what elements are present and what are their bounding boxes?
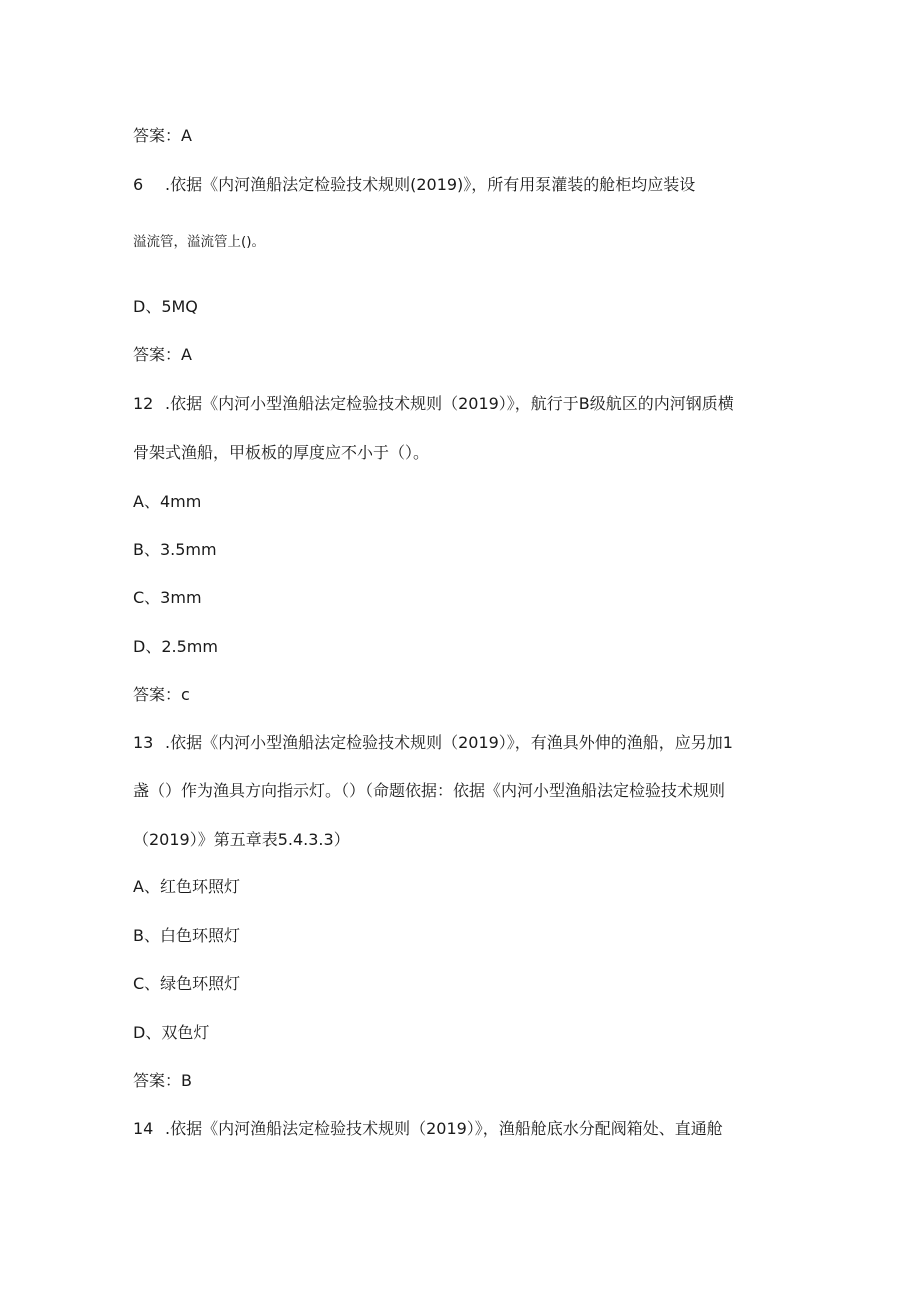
question-text: .依据《内河小型渔船法定检验技术规则（2019）》，航行于B级航区的内河钢质横 <box>165 394 734 413</box>
option-c: C、3mm <box>133 588 202 607</box>
question-text: .依据《内河渔船法定检验技术规则(2019)》，所有用泵灌装的舱柜均应装设 <box>165 175 696 194</box>
question-12-line-1 <box>133 394 734 414</box>
option-d: D、5MQ <box>133 297 198 316</box>
question-number: 12 <box>133 394 154 413</box>
option-b: B、3.5mm <box>133 540 217 559</box>
question-13-line-3: （2019）》第五章表5.4.3.3） <box>133 830 350 849</box>
option-a: A、红色环照灯 <box>133 877 240 896</box>
answer-line: 答案：A <box>133 345 192 364</box>
question-6-line-2: 溢流管，溢流管上()。 <box>133 234 266 250</box>
answer-line: 答案：c <box>133 685 190 704</box>
question-text: .依据《内河小型渔船法定检验技术规则（2019）》，有渔具外伸的渔船，应另加1 <box>165 733 733 752</box>
answer-line: 答案：B <box>133 1071 192 1090</box>
question-6-line-1 <box>133 175 695 195</box>
question-13-line-2: 盏（）作为渔具方向指示灯。（）（命题依据：依据《内河小型渔船法定检验技术规则 <box>133 781 726 800</box>
option-b: B、白色环照灯 <box>133 926 240 945</box>
question-number: 13 <box>133 733 154 752</box>
question-12-line-2: 骨架式渔船，甲板板的厚度应不小于（）。 <box>133 443 430 462</box>
question-13-line-1 <box>133 733 733 753</box>
question-14-line-1 <box>133 1119 723 1139</box>
option-d: D、2.5mm <box>133 637 218 656</box>
option-a: A、4mm <box>133 492 202 511</box>
question-number: 6 <box>133 175 144 194</box>
option-d: D、双色灯 <box>133 1023 210 1042</box>
question-text: .依据《内河渔船法定检验技术规则（2019）》，渔船舱底水分配阀箱处、直通舱 <box>165 1119 723 1138</box>
option-c: C、绿色环照灯 <box>133 974 241 993</box>
answer-line: 答案：A <box>133 126 192 145</box>
question-number: 14 <box>133 1119 154 1138</box>
